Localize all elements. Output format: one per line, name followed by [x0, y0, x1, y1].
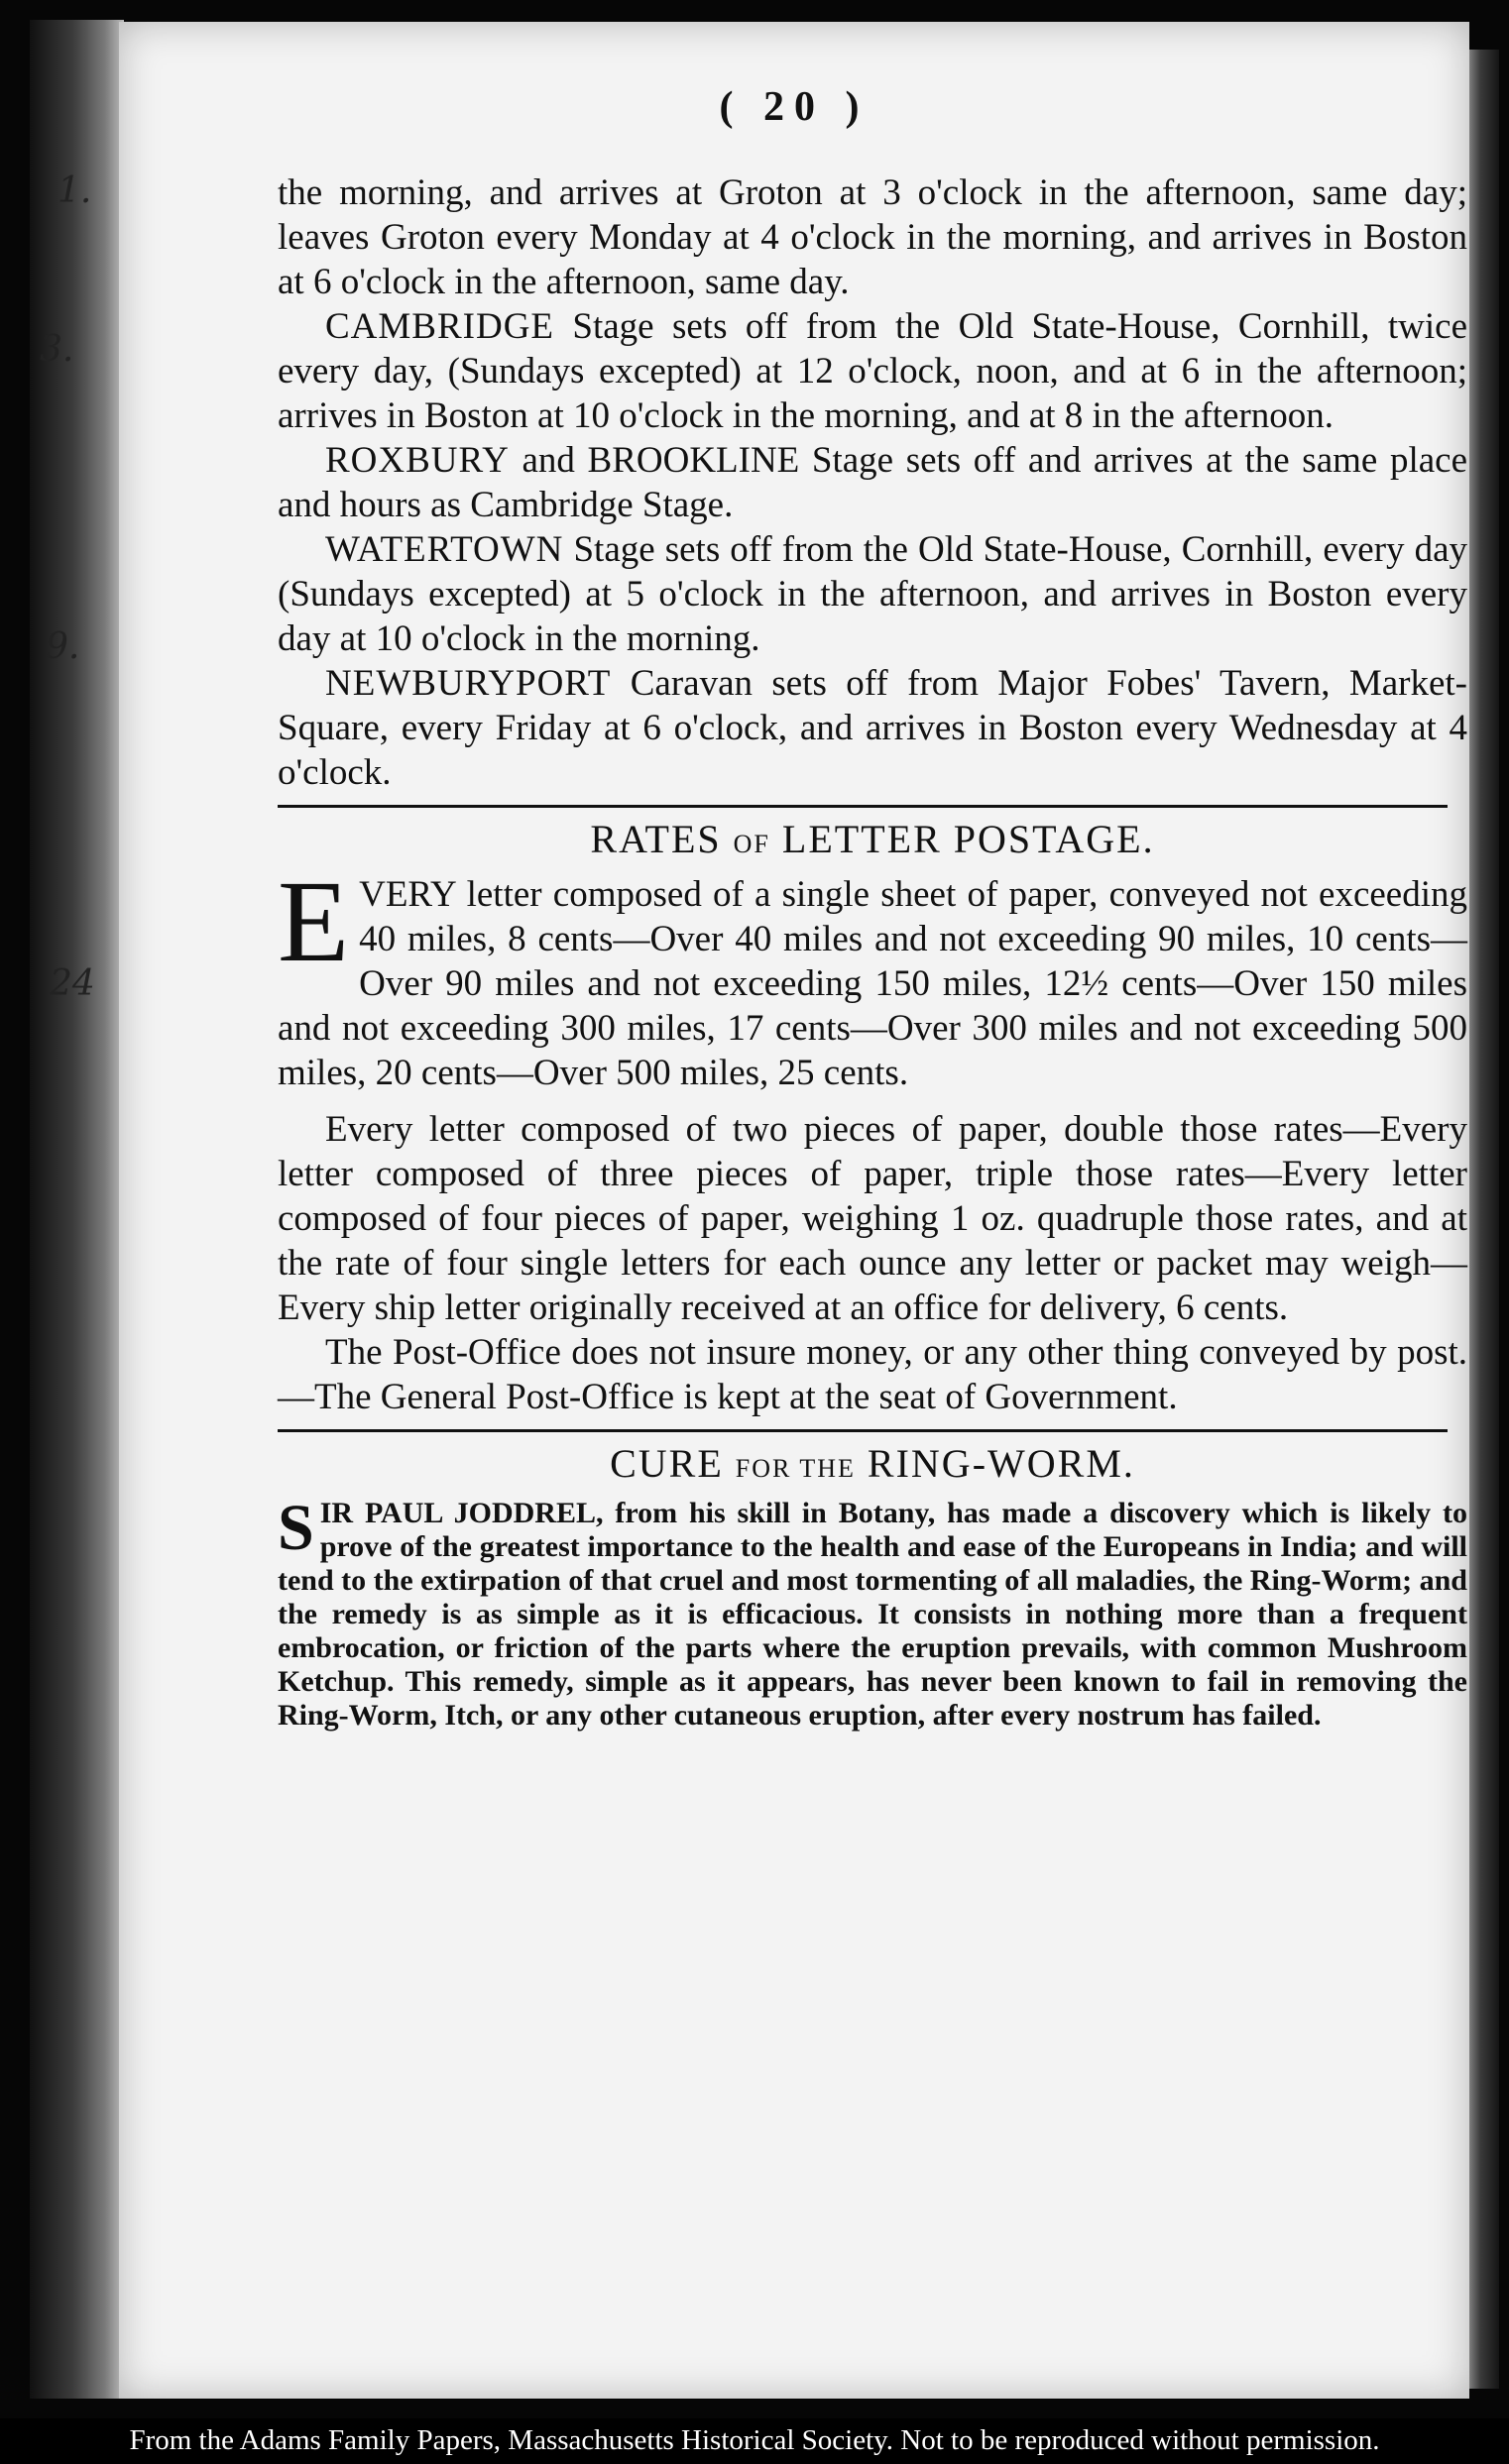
margin-mark: 9. [46, 626, 80, 667]
stage-paragraph: NEWBURYPORT Caravan sets off from Major Fobes' Tavern, Market-Square, every Friday at 6 o'clock, and arrives in Boston every Wednesday at 4 o'clock. [278, 663, 1467, 793]
stage-name: ROXBURY [325, 440, 510, 481]
stage-paragraph: WATERTOWN Stage sets off from the Old State-House, Cornhill, every day (Sundays excepted) at 5 o'clock in the afternoon, and arrives in Boston every day at 10 o'clock in the morning. [278, 529, 1467, 659]
margin-mark: 1. [58, 170, 92, 211]
margin-mark: 24 [50, 963, 95, 1004]
stage-paragraph: CAMBRIDGE Stage sets off from the Old State-House, Cornhill, twice every day, (Sundays excepted) at 12 o'clock, noon, and at 6 in the afternoon; arrives in Boston at 10 o'clock in the morning, and at 8 in the afternoon. [278, 306, 1467, 436]
postage-paragraph: EVERY letter composed of a single sheet of paper, conveyed not exceeding 40 miles, 8 cents—Over 40 miles and not exceeding 90 miles, 10 cents—Over 90 miles and not exceeding 150 miles, 12½ cents—Over 150 miles and not exceeding 300 miles, 17 cents—Over 300 miles and not exceeding 500 miles, 20 cents—Over 500 miles, 25 cents. [278, 856, 1467, 1093]
postage-paragraph: Every letter composed of two pieces of paper, double those rates—Every letter composed of three pieces of paper, triple those rates—Every letter composed of four pieces of paper, weighing 1 oz. quadruple those rates, and at the rate of four single letters for each ounce any letter or packet may weigh—Every ship letter originally received at an office for delivery, 6 cents. [278, 1109, 1467, 1328]
postage-heading: RATES OF LETTER POSTAGE. [590, 817, 1155, 861]
cure-paragraph: SIR PAUL JODDREL, from his skill in Botany, has made a discovery which is likely to prove of the greatest importance to the health and ease of the Europeans in India; and will tend to the extirpation of that cruel and most tormenting of all maladies, the Ring-Worm; and the remedy is as simple as it is efficacious. It consists in nothing more than a frequent embrocation, or friction of the parts where the eruption prevails, with common Mushroom Ketchup. This remedy, simple as it appears, has never been known to fail in removing the Ring-Worm, Itch, or any other cutaneous eruption, after every nostrum has failed. [278, 1492, 1467, 1732]
drop-cap: S [278, 1492, 314, 1564]
stage-name: CAMBRIDGE [325, 306, 555, 347]
drop-cap: E [278, 856, 350, 986]
page-number: ( 20 ) [719, 84, 870, 130]
stage-paragraph: the morning, and arrives at Groton at 3 o'clock in the afternoon, same day; leaves Groton every Monday at 4 o'clock in the morning, and arrives in Boston at 6 o'clock in the afternoon, same day. [278, 172, 1467, 302]
document-page [40, 22, 1469, 2399]
section-divider [278, 805, 1448, 808]
postage-paragraph: The Post-Office does not insure money, or any other thing conveyed by post.—The General Post-Office is kept at the seat of Government. [278, 1332, 1467, 1417]
copyright-notice: From the Adams Family Papers, Massachusetts Historical Society. Not to be reproduced without permission. [129, 2424, 1380, 2456]
margin-mark: 3. [40, 329, 74, 370]
cure-heading: CURE FOR THE RING-WORM. [610, 1441, 1135, 1486]
book-spine [30, 20, 124, 2399]
stage-name: NEWBURYPORT [325, 663, 612, 704]
page-content [278, 170, 1467, 1733]
section-divider [278, 1429, 1448, 1432]
stage-paragraph: ROXBURY and BROOKLINE Stage sets off and arrives at the same place and hours as Cambridge Stage. [278, 440, 1467, 525]
stage-name: WATERTOWN [325, 529, 564, 570]
page-edge [1467, 50, 1499, 2389]
